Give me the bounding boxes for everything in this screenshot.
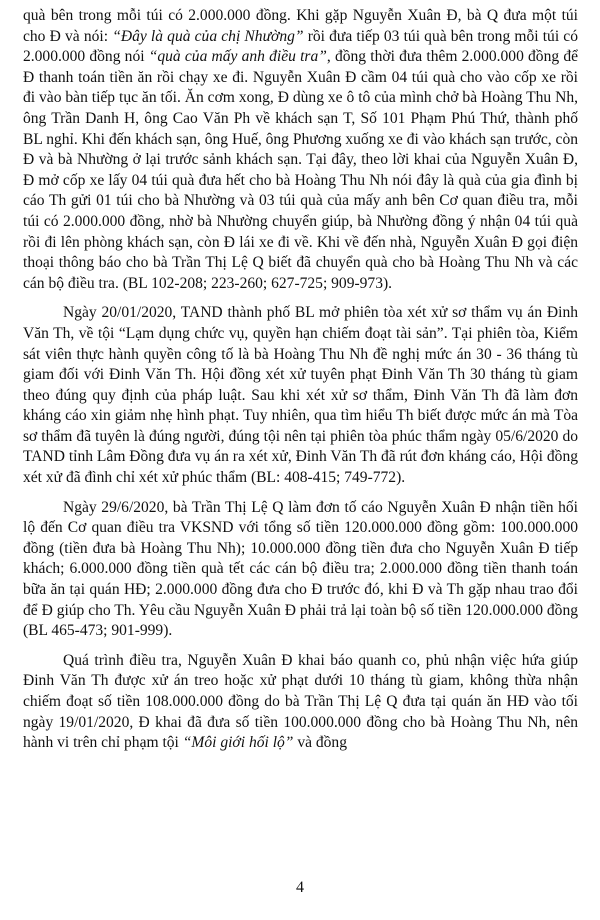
paragraph-text: và đồng bbox=[293, 734, 347, 752]
page-number: 4 bbox=[296, 879, 304, 896]
quoted-text: “Môi giới hối lộ” bbox=[182, 734, 294, 752]
paragraph-3 bbox=[23, 498, 578, 642]
quoted-text: “Đây là quà của chị Nhường” bbox=[112, 27, 304, 45]
document-body bbox=[23, 6, 578, 754]
paragraph-1 bbox=[23, 6, 578, 294]
paragraph-text: quà bên trong mỗi túi có 2.000.000 đồng. Khi gặp Nguyễn Xuân Đ, bà Q đưa một túi cho Đ và nói: bbox=[23, 7, 578, 45]
paragraph-2 bbox=[23, 303, 578, 488]
paragraph-text: Ngày 20/01/2020, TAND thành phố BL mở phiên tòa xét xử sơ thẩm vụ án Đinh Văn Th, về tội “Lạm dụng chức vụ, quyền hạn chiếm đoạt tài sản”. Tại phiên tòa, Kiểm sát viên thực hành quyền công tố là bà Hoàng Thu Nh đề nghị mức án 30 - 36 tháng tù giam đối với Đinh Văn Th. Hội đồng xét xử tuyên phạt Đinh Văn Th 30 tháng tù giam theo đúng quy định của pháp luật. Sau khi xét xử sơ thẩm, Đinh Văn Th đã làm đơn kháng cáo xin giảm nhẹ hình phạt. Tuy nhiên, qua tìm hiểu Th biết được mức án mà Tòa sơ thẩm đã tuyên là đúng người, đúng tội nên tại phiên tòa phúc thẩm ngày 05/6/2020 do TAND tỉnh Lâm Đồng đưa vụ án ra xét xử, Đinh Văn Th đã rút đơn kháng cáo, Hội đồng xét xử đã đình chỉ xét xử phúc thẩm (BL: 408-415; 749-772). bbox=[23, 304, 578, 487]
quoted-text: “quà của mấy anh điều tra” bbox=[148, 48, 327, 66]
paragraph-text: Ngày 29/6/2020, bà Trần Thị Lệ Q làm đơn tố cáo Nguyễn Xuân Đ nhận tiền hối lộ đến Cơ quan điều tra VKSND với tổng số tiền 120.000.000 đồng gồm: 100.000.000 đồng (tiền đưa bà Hoàng Thu Nh); 10.000.000 đồng tiền đưa cho Nguyễn Xuân Đ tiếp khách; 6.000.000 đồng tiền quà tết các cán bộ điều tra; 2.000.000 đồng tiền thanh toán bữa ăn tại quán HĐ; 2.000.000 đồng đưa cho Đ trước đó, khi Đ và Th gặp nhau trao đổi để Đ giúp cho Th. Yêu cầu Nguyễn Xuân Đ phải trả lại toàn bộ số tiền 120.000.000 đồng (BL 465-473; 901-999). bbox=[23, 498, 578, 640]
paragraph-4 bbox=[23, 651, 578, 754]
paragraph-text: rồi đưa tiếp 03 túi quà bên trong mỗi túi có 2.000.000 đồng nói bbox=[23, 27, 578, 66]
paragraph-text: , đồng thời đưa thêm 2.000.000 đồng để Đ thanh toán tiền ăn rồi chạy xe đi. Nguyễn Xuân Đ cầm 04 túi quà cho vào cốp xe rồi đi vào bàn tiếp tục ăn tối. Ăn cơm xong, Đ dùng xe ô tô của mình chở bà Hoàng Thu Nh, ông Trần Danh H, ông Cao Văn Ph về khách sạn T, Số 101 Phạm Phú Thứ, thành phố BL nghỉ. Khi đến khách sạn, ông Huế, ông Phương xuống xe đi vào khách sạn trước, còn Đ và bà Nhường ở lại trước sảnh khách sạn. Tại đây, theo lời khai của Nguyễn Xuân Đ, Đ mở cốp xe lấy 04 túi quà đưa hết cho bà Hoàng Thu Nh nói đây là quà của gia đình bị cáo Th gửi 01 túi cho bà Nhường và 03 túi quà của mấy anh bên Cơ quan điều tra, mỗi túi có 2.000.000 đồng, nhờ bà Nhường chuyển giúp, bà Nhường đồng ý nhận 04 túi quà rồi đi lên phòng khách sạn, còn Đ lái xe đi về. Khi về đến nhà, Nguyễn Xuân Đ gọi điện thoại thông báo cho bà Trần Thị Lệ Q biết đã chuyển quà cho bà Hoàng Thu Nh và các cán bộ điều tra. (BL 102-208; 223-260; 627-725; 909-973). bbox=[23, 48, 578, 292]
paragraph-text: Quá trình điều tra, Nguyễn Xuân Đ khai báo quanh co, phủ nhận việc hứa giúp Đinh Văn Th được xử án treo hoặc xử phạt dưới 10 tháng tù giam, không thừa nhận chiếm đoạt số tiền 108.000.000 đồng do bà Trần Thị Lệ Q đưa tại quán ăn HĐ vào tối ngày 19/01/2020, Đ khai đã đưa số tiền 100.000.000 đồng cho bà Hoàng Thu Nh, nên hành vi trên chỉ phạm tội bbox=[23, 651, 578, 752]
